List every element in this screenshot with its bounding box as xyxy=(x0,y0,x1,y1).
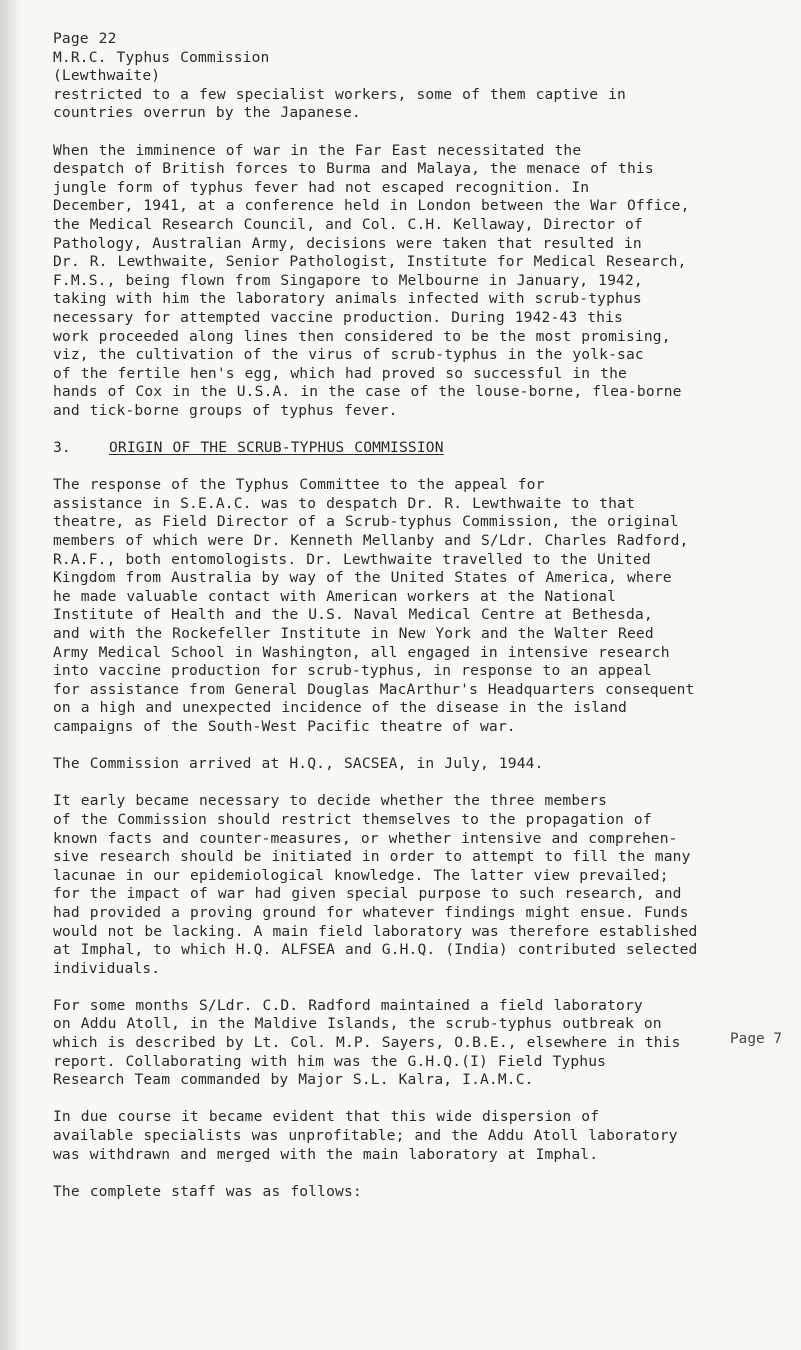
text-line: R.A.F., both entomologists. Dr. Lewthwaite travelled to the United xyxy=(53,550,651,568)
text-line: jungle form of typhus fever had not escaped recognition. In xyxy=(53,178,590,196)
text-line: For some months S/Ldr. C.D. Radford maintained a field laboratory xyxy=(53,996,643,1014)
text-line: work proceeded along lines then considered to be the most promising, xyxy=(53,327,671,345)
text-line: Kingdom from Australia by way of the United States of America, where xyxy=(53,569,672,587)
scan-edge-shadow xyxy=(0,0,22,1350)
text-line: restricted to a few specialist workers, some of them captive in xyxy=(53,85,626,103)
text-line: necessary for attempted vaccine production. During 1942-43 this xyxy=(53,308,623,326)
text-line: countries overrun by the Japanese. xyxy=(53,104,361,122)
text-line: viz, the cultivation of the virus of scrub-typhus in the yolk-sac xyxy=(53,346,644,364)
text-line: on Addu Atoll, in the Maldive Islands, the scrub-typhus outbreak on xyxy=(53,1015,662,1033)
paragraph-spacer xyxy=(53,420,753,439)
text-line: he made valuable contact with American workers at the National xyxy=(53,587,617,605)
margin-page-note: Page 7 xyxy=(730,1031,782,1047)
text-line: which is described by Lt. Col. M.P. Sayers, O.B.E., elsewhere in this xyxy=(53,1034,681,1052)
text-line: F.M.S., being flown from Singapore to Melbourne in January, 1942, xyxy=(53,271,643,289)
text-line: and with the Rockefeller Institute in New York and the Walter Reed xyxy=(53,625,654,642)
text-line: Research Team commanded by Major S.L. Kalra, I.A.M.C. xyxy=(53,1071,534,1089)
document-body xyxy=(53,30,753,1201)
text-line: hands of Cox in the U.S.A. in the case of the louse-borne, flea-borne xyxy=(53,383,682,401)
document-subtitle: (Lewthwaite) xyxy=(53,67,161,85)
text-line: was withdrawn and merged with the main laboratory at Imphal. xyxy=(53,1145,599,1163)
text-line: for assistance from General Douglas MacArthur's Headquarters consequent xyxy=(53,680,695,698)
text-line: for the impact of war had given special purpose to such research, and xyxy=(53,885,682,903)
paragraph-spacer xyxy=(53,1090,753,1109)
text-line: The response of the Typhus Committee to the appeal for xyxy=(53,476,545,494)
text-line: members of which were Dr. Kenneth Mellanby and S/Ldr. Charles Radford, xyxy=(53,532,689,550)
text-line: of the Commission should restrict themselves to the propagation of xyxy=(53,810,652,828)
text-line: had provided a proving ground for whatever findings might ensue. Funds xyxy=(53,903,689,921)
section-number: 3. xyxy=(53,439,71,457)
section-title: ORIGIN OF THE SCRUB-TYPHUS COMMISSION xyxy=(109,439,444,457)
text-line: Army Medical School in Washington, all engaged in intensive research xyxy=(53,643,670,661)
text-line: December, 1941, at a conference held in London between the War Office, xyxy=(53,197,690,215)
text-line: the Medical Research Council, and Col. C.H. Kellaway, Director of xyxy=(53,215,643,233)
page-label: Page 22 xyxy=(53,30,117,47)
section-heading xyxy=(53,439,753,458)
text-line: It early became necessary to decide whether the three members xyxy=(53,792,608,810)
text-line: and tick-borne groups of typhus fever. xyxy=(53,401,398,419)
text-line: taking with him the laboratory animals infected with scrub-typhus xyxy=(53,290,642,308)
text-line: known facts and counter-measures, or whether intensive and comprehen- xyxy=(53,829,678,847)
text-line: despatch of British forces to Burma and Malaya, the menace of this xyxy=(53,160,654,178)
text-line: When the imminence of war in the Far East necessitated the xyxy=(53,141,582,159)
text-line: campaigns of the South-West Pacific theatre of war. xyxy=(53,717,516,735)
text-line: on a high and unexpected incidence of the disease in the island xyxy=(53,699,627,717)
text-line: sive research should be initiated in order to attempt to fill the many xyxy=(53,848,691,866)
text-line: individuals. xyxy=(53,959,161,977)
text-line: theatre, as Field Director of a Scrub-typhus Commission, the original xyxy=(53,513,679,531)
document-title: M.R.C. Typhus Commission xyxy=(53,48,270,66)
text-line: available specialists was unprofitable; and the Addu Atoll laboratory xyxy=(53,1127,678,1145)
paragraph-spacer xyxy=(53,458,753,477)
paragraph-spacer xyxy=(53,123,753,142)
text-line: Pathology, Australian Army, decisions were taken that resulted in xyxy=(53,234,642,252)
text-line: lacunae in our epidemiological knowledge. The latter view prevailed; xyxy=(53,866,669,884)
text-line: Dr. R. Lewthwaite, Senior Pathologist, Institute for Medical Research, xyxy=(53,253,687,271)
text-line: report. Collaborating with him was the G.H.Q.(I) Field Typhus xyxy=(53,1052,607,1070)
text-line: would not be lacking. A main field laboratory was therefore established xyxy=(53,922,698,940)
paragraph-spacer xyxy=(53,1164,753,1183)
paragraph-spacer xyxy=(53,978,753,997)
body-text xyxy=(53,86,753,1202)
text-line: Institute of Health and the U.S. Naval Medical Centre at Bethesda, xyxy=(53,606,653,624)
text-line: of the fertile hen's egg, which had proved so successful in the xyxy=(53,364,627,382)
paragraph-spacer xyxy=(53,774,753,793)
text-line: The Commission arrived at H.Q., SACSEA, in July, 1944. xyxy=(53,755,544,773)
text-line: into vaccine production for scrub-typhus, in response to an appeal xyxy=(53,662,652,680)
text-line: The complete staff was as follows: xyxy=(53,1182,362,1200)
text-line: In due course it became evident that this wide dispersion of xyxy=(53,1108,600,1126)
text-line: at Imphal, to which H.Q. ALFSEA and G.H.Q. (India) contributed selected xyxy=(53,941,698,959)
text-line: assistance in S.E.A.C. was to despatch Dr. R. Lewthwaite to that xyxy=(53,494,635,512)
paragraph-spacer xyxy=(53,737,753,756)
